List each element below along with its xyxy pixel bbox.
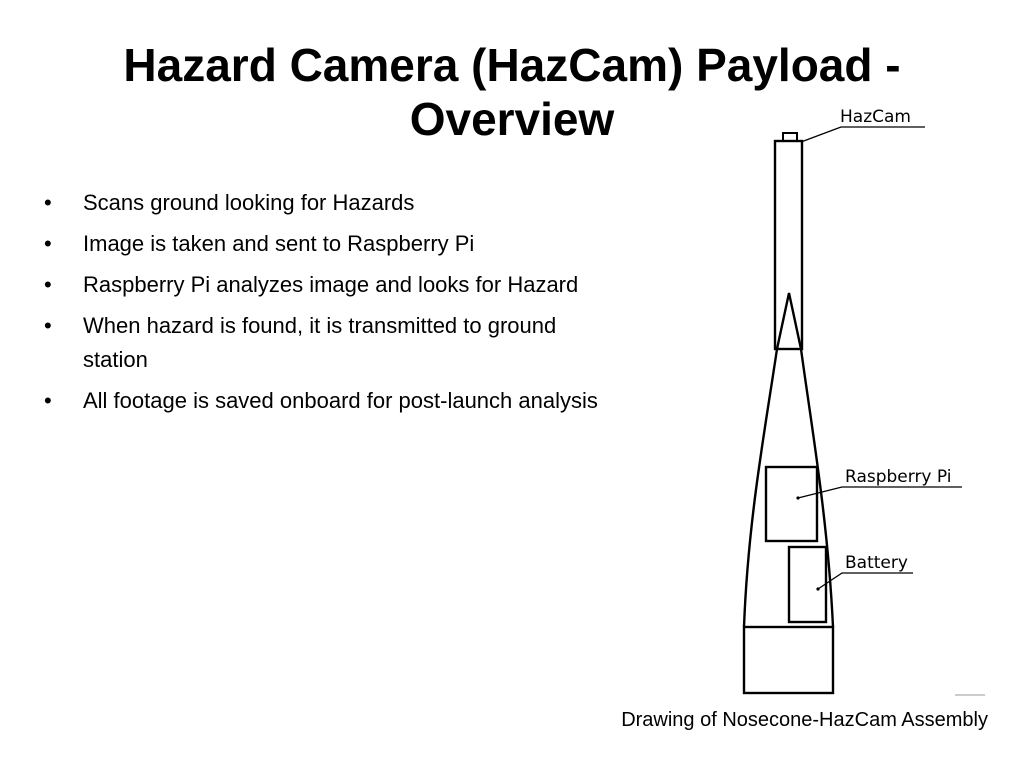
nosecone-base [744, 627, 833, 693]
hazcam-leader-line [801, 127, 925, 142]
nosecone-hazcam-drawing [730, 100, 990, 705]
title-line-1: Hazard Camera (HazCam) Payload - [123, 39, 901, 91]
drawing-caption: Drawing of Nosecone-HazCam Assembly [621, 709, 988, 731]
battery-pack [789, 547, 826, 622]
bullet-item [40, 384, 600, 418]
bullet-text: All footage is saved onboard for post-launch analysis [83, 388, 598, 413]
hazcam-tube [775, 141, 802, 349]
bullet-item [40, 309, 600, 377]
raspberry-pi-board [766, 467, 817, 541]
raspberry-pi-label: Raspberry Pi [845, 467, 952, 487]
battery-label: Battery [845, 553, 908, 573]
hazcam-label: HazCam [840, 107, 911, 127]
bullet-text: When hazard is found, it is transmitted to ground station [83, 313, 557, 372]
nosecone-inner-spike [777, 293, 801, 349]
bullet-item [40, 227, 600, 261]
battery-leader-line [818, 573, 913, 589]
bullet-item [40, 186, 600, 220]
bullet-marker: • [44, 231, 52, 256]
title-line-2: Overview [409, 93, 615, 145]
bullet-text: Raspberry Pi analyzes image and looks for Hazard [83, 272, 579, 297]
bullet-marker: • [44, 190, 52, 215]
bullet-item [40, 268, 600, 302]
bullet-text: Image is taken and sent to Raspberry Pi [83, 231, 475, 256]
bullet-marker: • [44, 388, 52, 413]
bullet-list [40, 186, 600, 425]
bullet-text: Scans ground looking for Hazards [83, 190, 415, 215]
bullet-marker: • [44, 313, 52, 338]
bullet-marker: • [44, 272, 52, 297]
